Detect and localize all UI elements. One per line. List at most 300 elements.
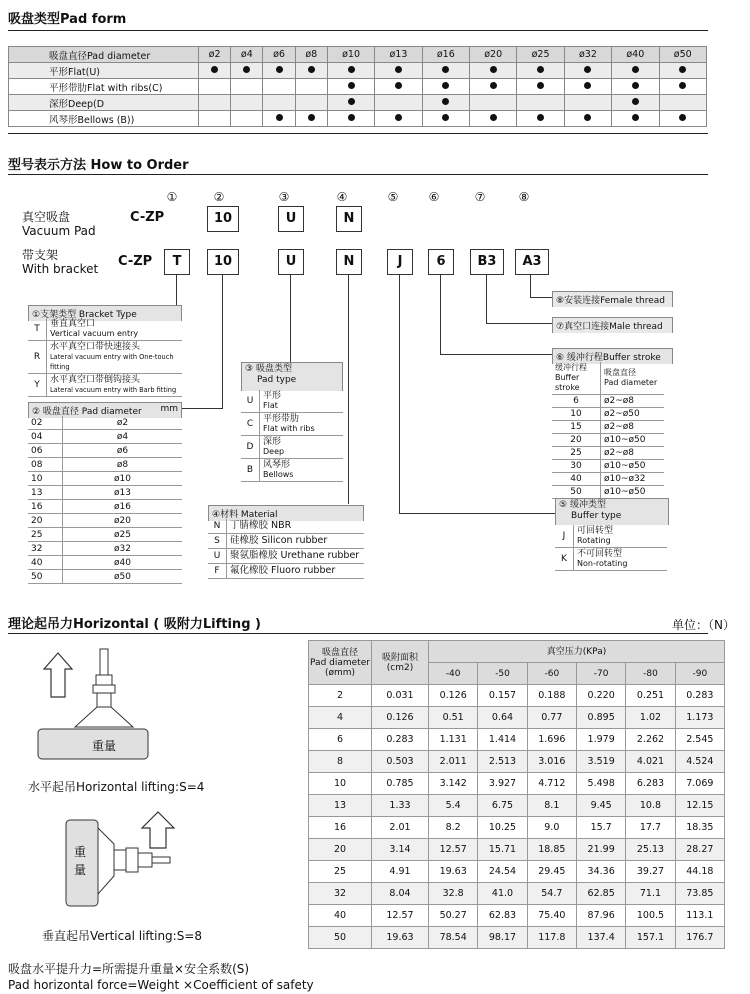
option-code: F	[208, 564, 227, 579]
table-cell: 1.414	[478, 729, 527, 751]
pad-diameter-option	[28, 514, 182, 528]
table-cell: 8.1	[527, 795, 576, 817]
table-cell: 137.4	[576, 927, 625, 949]
availability-cell	[422, 79, 469, 95]
pad-form-label: 平形Flat(U)	[9, 63, 199, 79]
availability-cell	[564, 111, 611, 127]
table-cell: 176.7	[675, 927, 724, 949]
table-cell: 13	[309, 795, 372, 817]
option-value: ø20	[63, 514, 183, 528]
available-dot	[442, 114, 449, 121]
pressure-header: -60	[527, 663, 576, 685]
diameter-header: ø13	[375, 47, 422, 63]
option-value: ø10~ø50	[601, 486, 665, 499]
availability-cell	[375, 95, 422, 111]
table-cell: 0.220	[576, 685, 625, 707]
table-cell: 12.57	[429, 839, 478, 861]
availability-cell	[263, 95, 295, 111]
available-dot	[276, 66, 283, 73]
table-cell: 87.96	[576, 905, 625, 927]
vertical-lifting-illustration	[60, 806, 180, 916]
availability-cell	[470, 63, 517, 79]
table-cell: 2.262	[626, 729, 675, 751]
availability-cell	[470, 111, 517, 127]
available-dot	[679, 82, 686, 89]
diameter-header: ø16	[422, 47, 469, 63]
table-row	[309, 773, 725, 795]
code-box-material: N	[336, 206, 362, 232]
available-dot	[348, 66, 355, 73]
available-dot	[679, 66, 686, 73]
option-value: ø2~ø8	[601, 421, 665, 434]
available-dot	[442, 82, 449, 89]
table-cell: 0.157	[478, 685, 527, 707]
pad-form-label: 风琴形Bellows (B))	[9, 111, 199, 127]
availability-cell	[470, 79, 517, 95]
table-cell: 0.126	[429, 685, 478, 707]
option-code: 13	[28, 486, 63, 500]
option-cn: 深形	[263, 437, 282, 447]
pad-form-label: 平形带肋Flat with ribs(C)	[9, 79, 199, 95]
formula-en: Pad horizontal force=Weight ×Coefficient of safety	[8, 978, 314, 992]
pad-type-option	[241, 459, 343, 482]
connector-line	[348, 274, 349, 504]
available-dot	[490, 82, 497, 89]
available-dot	[632, 66, 639, 73]
available-dot	[632, 114, 639, 121]
table-row	[309, 883, 725, 905]
table-cell: 20	[309, 839, 372, 861]
option-cn: 垂直真空口	[50, 319, 96, 329]
table-cell: 10.25	[478, 817, 527, 839]
option-en: Non-rotating	[577, 559, 628, 568]
availability-cell	[659, 79, 707, 95]
available-dot	[584, 114, 591, 121]
table-cell: 9.0	[527, 817, 576, 839]
table-cell: 3.927	[478, 773, 527, 795]
option-desc	[260, 459, 344, 482]
table-header-row	[9, 47, 707, 63]
availability-cell	[199, 63, 231, 79]
buffer-stroke-option	[552, 408, 664, 421]
connector-line	[440, 354, 552, 355]
pad-form-table	[8, 46, 707, 127]
table-cell: 4.021	[626, 751, 675, 773]
option-desc	[47, 318, 183, 341]
table-cell: 1.979	[576, 729, 625, 751]
formula-cn: 吸盘水平提升力=所需提升重量×安全系数(S)	[8, 962, 250, 976]
table-cell: 2.545	[675, 729, 724, 751]
table-cell: 9.45	[576, 795, 625, 817]
table-header-row	[552, 362, 664, 395]
table-cell: 6.283	[626, 773, 675, 795]
buffer-stroke-option	[552, 486, 664, 499]
availability-cell	[517, 63, 564, 79]
option-value: ø16	[63, 500, 183, 514]
pad-diameter-option	[28, 500, 182, 514]
female-thread-label: ⑧安装连接Female thread	[552, 291, 673, 307]
divider	[8, 30, 708, 31]
weight-label: 重	[73, 845, 87, 859]
availability-cell	[517, 79, 564, 95]
available-dot	[395, 82, 402, 89]
pad-diameter-option	[28, 528, 182, 542]
availability-cell	[231, 79, 263, 95]
pressure-header: -40	[429, 663, 478, 685]
available-dot	[395, 66, 402, 73]
availability-cell	[231, 95, 263, 111]
table-cell: 0.785	[372, 773, 429, 795]
buffer-type-title: ⑤ 缓冲类型 Buffer type	[555, 498, 669, 525]
option-code: 40	[28, 556, 63, 570]
availability-cell	[263, 79, 295, 95]
availability-cell	[199, 79, 231, 95]
availability-cell	[422, 63, 469, 79]
connector-line	[486, 323, 552, 324]
option-code: Y	[28, 374, 47, 397]
option-en: Flat	[263, 401, 278, 410]
weight-label: 量	[73, 863, 87, 877]
table-cell: 3.142	[429, 773, 478, 795]
position-number: ④	[336, 190, 348, 204]
table-cell: 12.57	[372, 905, 429, 927]
pad-diameter-option	[28, 430, 182, 444]
bracket-option	[28, 318, 182, 341]
code-box-pad-type: U	[278, 249, 304, 275]
option-code: U	[241, 390, 260, 413]
diameter-header: ø40	[612, 47, 659, 63]
vertical-lifting-caption: 垂直起吊Vertical lifting:S=8	[42, 929, 203, 943]
table-cell: 1.173	[675, 707, 724, 729]
buffer-type-option	[555, 548, 667, 571]
availability-cell	[564, 95, 611, 111]
table-cell: 8.04	[372, 883, 429, 905]
availability-cell	[517, 111, 564, 127]
formula	[8, 961, 314, 993]
table-cell: 25	[309, 861, 372, 883]
connector-line	[530, 297, 552, 298]
table-cell: 71.1	[626, 883, 675, 905]
availability-cell	[470, 95, 517, 111]
table-cell: 0.283	[675, 685, 724, 707]
option-desc: 聚氨脂橡胶 Urethane rubber	[227, 549, 365, 564]
table-cell: 1.02	[626, 707, 675, 729]
material-option	[208, 534, 364, 549]
option-code: 02	[28, 416, 63, 430]
table-cell: 17.7	[626, 817, 675, 839]
position-number: ⑦	[474, 190, 486, 204]
pad-type-option	[241, 436, 343, 459]
table-header-row	[309, 641, 725, 663]
code-box-pad-type: U	[278, 206, 304, 232]
option-value: ø50	[63, 570, 183, 584]
option-code: B	[241, 459, 260, 482]
option-value: ø2~ø50	[601, 408, 665, 421]
option-cn: 可回转型	[577, 526, 614, 536]
option-cn: 水平真空口带快速接头	[50, 342, 141, 352]
pad-type-option	[241, 390, 343, 413]
horizontal-lifting-caption: 水平起吊Horizontal lifting:S=4	[28, 780, 205, 794]
table-cell: 3.016	[527, 751, 576, 773]
available-dot	[243, 66, 250, 73]
table-cell: 25.13	[626, 839, 675, 861]
option-value: ø2	[63, 416, 183, 430]
option-value: ø13	[63, 486, 183, 500]
available-dot	[395, 114, 402, 121]
buffer-stroke-option	[552, 395, 664, 408]
pad-diameter-option	[28, 444, 182, 458]
option-code: 30	[552, 460, 601, 473]
availability-cell	[327, 79, 374, 95]
available-dot	[276, 114, 283, 121]
available-dot	[348, 82, 355, 89]
option-code: U	[208, 549, 227, 564]
bracket-type-title: ①支架类型 Bracket Type	[28, 305, 182, 321]
table-cell: 0.895	[576, 707, 625, 729]
code-box-male-thread: B3	[470, 249, 504, 275]
table-cell: 6	[309, 729, 372, 751]
table-cell: 0.126	[372, 707, 429, 729]
table-row	[309, 927, 725, 949]
availability-cell	[659, 111, 707, 127]
availability-cell	[295, 111, 327, 127]
availability-cell	[612, 95, 659, 111]
option-cn: 水平真空口带倒钩接头	[50, 375, 141, 385]
table-cell: 32.8	[429, 883, 478, 905]
available-dot	[442, 66, 449, 73]
table-cell: 10	[309, 773, 372, 795]
option-cn: 风琴形	[263, 460, 291, 470]
position-number: ②	[213, 190, 225, 204]
availability-cell	[295, 63, 327, 79]
pad-diameter-option	[28, 542, 182, 556]
buffer-stroke-title: ⑥ 缓冲行程Buffer stroke	[552, 348, 673, 364]
table-cell: 29.45	[527, 861, 576, 883]
option-value: ø8	[63, 458, 183, 472]
option-value: ø10~ø50	[601, 434, 665, 447]
with-bracket-label: 带支架 With bracket	[22, 248, 99, 276]
pad-diameter-option	[28, 458, 182, 472]
table-cell: 8	[309, 751, 372, 773]
table-cell: 21.99	[576, 839, 625, 861]
option-desc	[260, 390, 344, 413]
pad-diameter-option	[28, 486, 182, 500]
availability-cell	[327, 111, 374, 127]
table-cell: 4.712	[527, 773, 576, 795]
table-cell: 19.63	[429, 861, 478, 883]
table-cell: 2.513	[478, 751, 527, 773]
connector-line	[530, 274, 531, 298]
table-cell: 100.5	[626, 905, 675, 927]
pad-type-title: ③ 吸盘类型 Pad type	[241, 362, 343, 391]
availability-cell	[564, 63, 611, 79]
code-box-buffer-stroke: 6	[428, 249, 454, 275]
table-row	[309, 751, 725, 773]
table-cell: 1.131	[429, 729, 478, 751]
buffer-stroke-option	[552, 473, 664, 486]
how-to-order-title: 型号表示方法 How to Order	[8, 158, 189, 173]
pad-form-label: 深形Deep(D	[9, 95, 199, 111]
pressure-header: -50	[478, 663, 527, 685]
availability-cell	[295, 79, 327, 95]
table-cell: 28.27	[675, 839, 724, 861]
material-option	[208, 564, 364, 579]
option-code: 20	[552, 434, 601, 447]
option-en: Deep	[263, 447, 285, 456]
option-desc	[47, 341, 183, 374]
availability-cell	[199, 111, 231, 127]
diameter-header: ø8	[295, 47, 327, 63]
bracket-type-table	[28, 318, 182, 397]
table-cell: 0.503	[372, 751, 429, 773]
table-cell: 44.18	[675, 861, 724, 883]
option-desc: 氟化橡胶 Fluoro rubber	[227, 564, 365, 579]
table-cell: 2	[309, 685, 372, 707]
buffer-type-option	[555, 525, 667, 548]
availability-cell	[327, 63, 374, 79]
table-row	[309, 685, 725, 707]
available-dot	[584, 66, 591, 73]
option-code: S	[208, 534, 227, 549]
material-option	[208, 519, 364, 534]
option-code: C	[241, 413, 260, 436]
availability-cell	[659, 95, 707, 111]
option-code: 04	[28, 430, 63, 444]
option-desc	[260, 413, 344, 436]
connector-line	[399, 274, 400, 514]
horizontal-lifting-illustration	[30, 645, 160, 763]
option-desc	[574, 548, 668, 571]
table-row	[9, 79, 707, 95]
option-code: 10	[552, 408, 601, 421]
table-cell: 113.1	[675, 905, 724, 927]
table-cell: 1.696	[527, 729, 576, 751]
pad-diameter-title: ② 吸盘直径 Pad diameter mm	[28, 402, 182, 418]
available-dot	[632, 82, 639, 89]
availability-cell	[422, 95, 469, 111]
available-dot	[348, 98, 355, 105]
table-row	[309, 729, 725, 751]
table-cell: 7.069	[675, 773, 724, 795]
buffer-stroke-option	[552, 447, 664, 460]
option-code: 20	[28, 514, 63, 528]
position-number: ③	[278, 190, 290, 204]
table-cell: 12.15	[675, 795, 724, 817]
availability-cell	[327, 95, 374, 111]
option-code: 10	[28, 472, 63, 486]
pad-diameter-option	[28, 556, 182, 570]
table-cell: 5.498	[576, 773, 625, 795]
option-desc	[574, 525, 668, 548]
available-dot	[490, 66, 497, 73]
pressure-header: -90	[675, 663, 724, 685]
table-cell: 0.64	[478, 707, 527, 729]
table-cell: 0.283	[372, 729, 429, 751]
available-dot	[348, 114, 355, 121]
table-cell: 39.27	[626, 861, 675, 883]
availability-cell	[263, 63, 295, 79]
availability-cell	[231, 111, 263, 127]
option-desc: 硅橡胶 Silicon rubber	[227, 534, 365, 549]
option-en: Lateral vacuum entry with One-touch fitting	[50, 353, 174, 371]
connector-line	[486, 274, 487, 324]
option-cn: 平形	[263, 391, 282, 401]
unit-label: 单位：（N）	[672, 618, 735, 632]
option-code: D	[241, 436, 260, 459]
male-thread-label: ⑦真空口连接Male thread	[552, 317, 673, 333]
table-row	[309, 707, 725, 729]
option-cn: 平形带肋	[263, 414, 300, 424]
option-code: 50	[28, 570, 63, 584]
material-table	[208, 519, 364, 579]
vacuum-pad-label: 真空吸盘 Vacuum Pad	[22, 210, 96, 238]
buffer-stroke-option	[552, 460, 664, 473]
table-cell: 0.51	[429, 707, 478, 729]
available-dot	[537, 82, 544, 89]
option-desc: 丁腈橡胶 NBR	[227, 519, 365, 534]
option-value: ø25	[63, 528, 183, 542]
table-row	[309, 817, 725, 839]
option-code: 40	[552, 473, 601, 486]
table-cell: 15.71	[478, 839, 527, 861]
lifting-title: 理论起吊力Horizontal ( 吸附力Lifting )	[8, 617, 261, 632]
option-desc	[47, 374, 183, 397]
pad-form-title: 吸盘类型Pad form	[8, 12, 127, 27]
table-cell: 18.85	[527, 839, 576, 861]
pad-type-option	[241, 413, 343, 436]
available-dot	[537, 66, 544, 73]
table-cell: 54.7	[527, 883, 576, 905]
connector-line	[176, 274, 177, 308]
divider	[8, 633, 708, 634]
diameter-header: ø4	[231, 47, 263, 63]
option-code: 6	[552, 395, 601, 408]
pressure-header: -70	[576, 663, 625, 685]
header-label: 吸盘直径Pad diameter	[9, 47, 199, 63]
option-cn: 不可回转型	[577, 549, 623, 559]
connector-line	[180, 408, 223, 409]
code-box-diameter: 10	[207, 206, 239, 232]
option-code: K	[555, 548, 574, 571]
option-code: T	[28, 318, 47, 341]
availability-cell	[422, 111, 469, 127]
weight-label: 重量	[91, 739, 117, 753]
material-option	[208, 549, 364, 564]
table-cell: 3.519	[576, 751, 625, 773]
diameter-header: ø25	[517, 47, 564, 63]
table-cell: 34.36	[576, 861, 625, 883]
table-cell: 0.031	[372, 685, 429, 707]
table-row	[9, 63, 707, 79]
table-cell: 73.85	[675, 883, 724, 905]
table-cell: 0.77	[527, 707, 576, 729]
available-dot	[632, 98, 639, 105]
option-code: 08	[28, 458, 63, 472]
diameter-header: ø32	[564, 47, 611, 63]
table-cell: 8.2	[429, 817, 478, 839]
availability-cell	[564, 79, 611, 95]
bracket-option	[28, 341, 182, 374]
table-row	[309, 905, 725, 927]
availability-cell	[517, 95, 564, 111]
code-box-buffer-type: J	[387, 249, 413, 275]
buffer-stroke-option	[552, 421, 664, 434]
table-cell: 4.524	[675, 751, 724, 773]
table-cell: 117.8	[527, 927, 576, 949]
available-dot	[584, 82, 591, 89]
table-cell: 5.4	[429, 795, 478, 817]
availability-cell	[231, 63, 263, 79]
